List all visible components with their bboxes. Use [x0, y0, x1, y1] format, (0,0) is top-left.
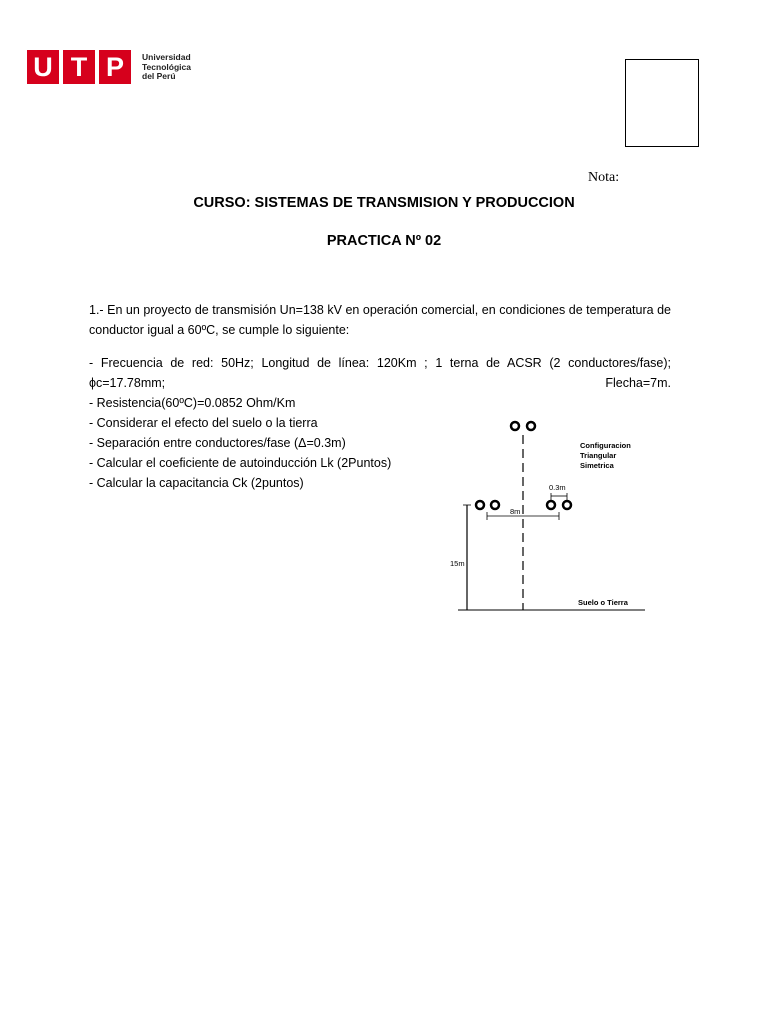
conductor-icon [511, 422, 519, 430]
conductor-icon [476, 501, 484, 509]
bullet-item: - Calcular la capacitancia Ck (2puntos) [89, 476, 304, 490]
logo-letter-p: P [99, 50, 131, 84]
nota-label: Nota: [588, 170, 620, 185]
config-label-line: Simetrica [580, 461, 614, 470]
bullet-item: - Separación entre conductores/fase (Δ=0.3m) [89, 436, 346, 450]
config-label-line: Triangular [580, 451, 617, 460]
bullet-item: - Considerar el efecto del suelo o la tierra [89, 416, 318, 430]
height-label: 15m [450, 559, 465, 568]
spacing-label: 0.3m [549, 483, 566, 492]
course-title: CURSO: SISTEMAS DE TRANSMISION Y PRODUCCION [193, 195, 575, 211]
conductor-icon [547, 501, 555, 509]
logo-line: Universidad [142, 52, 191, 62]
logo-line: Tecnológica [142, 61, 191, 72]
conductor-diagram [440, 410, 660, 615]
logo-line: del Perú [142, 71, 176, 81]
config-label-line: Configuracion [580, 441, 631, 450]
logo-letter-u: U [27, 50, 59, 84]
logo-letter-t: T [63, 50, 95, 84]
question-text: 1.- En un proyecto de transmisión Un=138 kV en operación comercial, en condiciones de temperatura de conductor igual a 60ºC, se cumple lo siguiente: [89, 303, 671, 337]
conductor-icon [563, 501, 571, 509]
grade-box [625, 59, 699, 147]
bullet-item: - Frecuencia de red: 50Hz; Longitud de línea: 120Km ; 1 terna de ACSR (2 conductores/fase); ϕc=17.78mm; Flecha=7m. [89, 356, 671, 390]
horizontal-label: 8m [510, 507, 521, 516]
conductor-icon [491, 501, 499, 509]
conductor-icon [527, 422, 535, 430]
logo-text [142, 53, 191, 82]
utp-logo [27, 50, 197, 90]
practice-title: PRACTICA Nº 02 [326, 233, 442, 249]
bullet-item: - Resistencia(60ºC)=0.0852 Ohm/Km [89, 396, 296, 410]
ground-label: Suelo o Tierra [578, 598, 628, 607]
bullet-item: - Calcular el coeficiente de autoinducción Lk (2Puntos) [89, 456, 392, 470]
